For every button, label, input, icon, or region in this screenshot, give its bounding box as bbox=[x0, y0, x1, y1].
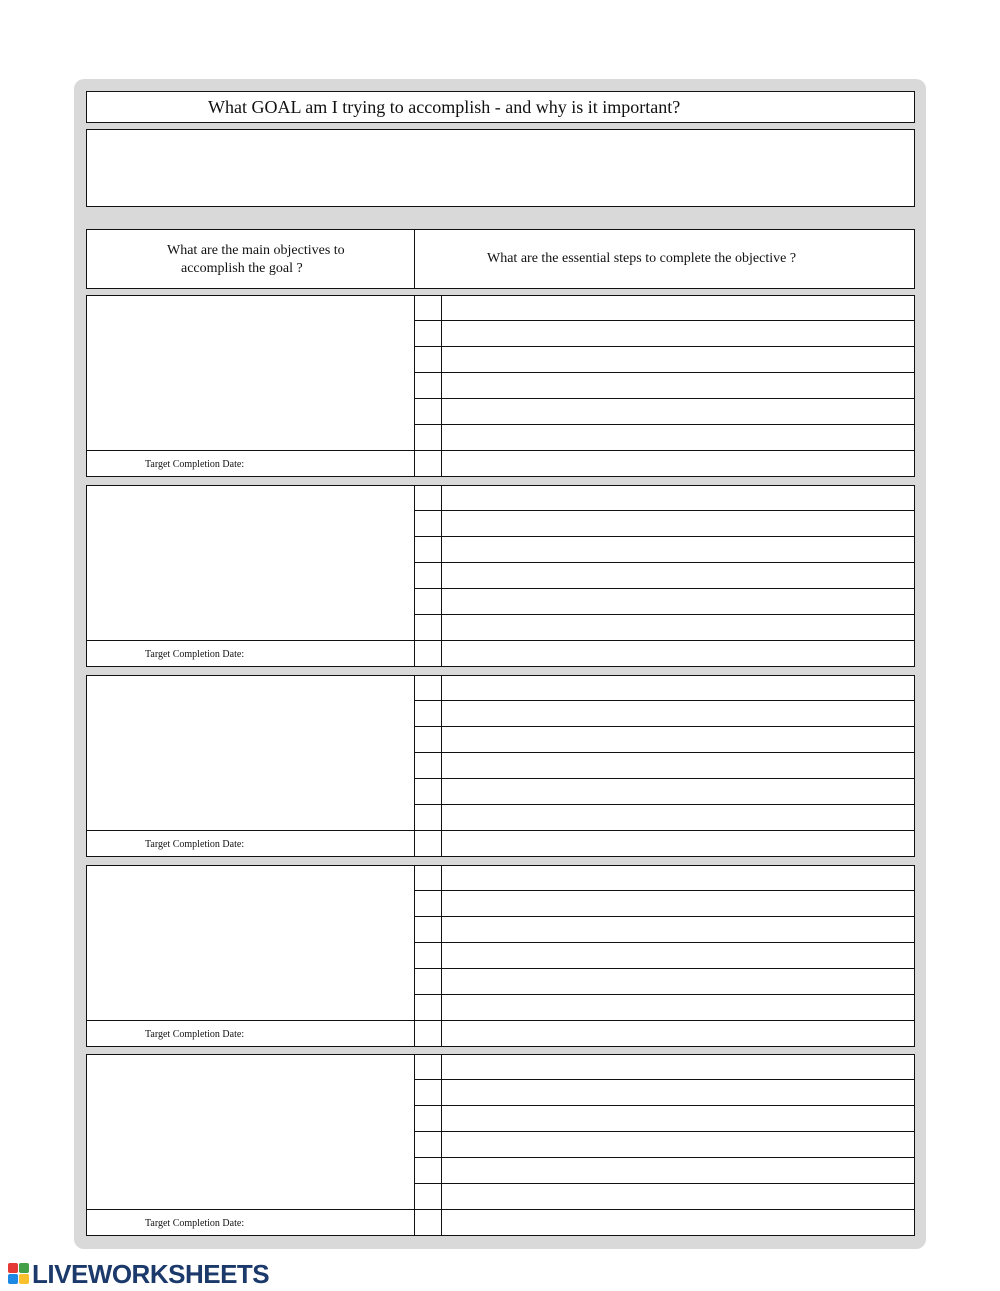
goal-question: What GOAL am I trying to accomplish - and why is it important? bbox=[208, 97, 681, 117]
step-row[interactable] bbox=[415, 995, 914, 1021]
step-checkbox[interactable] bbox=[415, 969, 442, 994]
step-row[interactable] bbox=[415, 917, 914, 943]
step-row[interactable] bbox=[415, 451, 914, 476]
step-row[interactable] bbox=[415, 1158, 914, 1184]
step-row[interactable] bbox=[415, 537, 914, 563]
step-checkbox[interactable] bbox=[415, 1184, 442, 1209]
logo-square bbox=[8, 1263, 18, 1273]
step-row[interactable] bbox=[415, 727, 914, 753]
steps-list bbox=[415, 676, 914, 856]
step-row[interactable] bbox=[415, 1106, 914, 1132]
target-date-label: Target Completion Date: bbox=[145, 839, 245, 850]
steps-list bbox=[415, 1055, 914, 1235]
step-checkbox[interactable] bbox=[415, 425, 442, 450]
target-date-field[interactable] bbox=[87, 1021, 415, 1046]
target-date-field[interactable] bbox=[87, 1210, 415, 1235]
liveworksheets-logo bbox=[8, 1259, 269, 1289]
target-date-label: Target Completion Date: bbox=[145, 459, 245, 470]
step-checkbox[interactable] bbox=[415, 373, 442, 398]
logo-square bbox=[19, 1263, 29, 1273]
step-checkbox[interactable] bbox=[415, 1021, 442, 1046]
objectives-header-line2: accomplish the goal ? bbox=[181, 261, 303, 276]
step-checkbox[interactable] bbox=[415, 779, 442, 804]
step-row[interactable] bbox=[415, 805, 914, 831]
logo-square bbox=[8, 1274, 18, 1284]
step-row[interactable] bbox=[415, 296, 914, 321]
step-checkbox[interactable] bbox=[415, 321, 442, 346]
step-checkbox[interactable] bbox=[415, 701, 442, 726]
step-row[interactable] bbox=[415, 1132, 914, 1158]
objective-block bbox=[86, 485, 915, 667]
step-checkbox[interactable] bbox=[415, 641, 442, 666]
step-row[interactable] bbox=[415, 425, 914, 451]
step-row[interactable] bbox=[415, 615, 914, 641]
step-checkbox[interactable] bbox=[415, 831, 442, 856]
step-row[interactable] bbox=[415, 753, 914, 779]
steps-header-text: What are the essential steps to complete the objective ? bbox=[487, 251, 797, 266]
steps-header bbox=[415, 230, 914, 288]
objectives-header-line1: What are the main objectives to bbox=[167, 243, 345, 258]
objective-field[interactable] bbox=[87, 866, 415, 1021]
step-checkbox[interactable] bbox=[415, 917, 442, 942]
step-row[interactable] bbox=[415, 511, 914, 537]
step-checkbox[interactable] bbox=[415, 727, 442, 752]
objective-block bbox=[86, 295, 915, 477]
step-row[interactable] bbox=[415, 641, 914, 666]
step-row[interactable] bbox=[415, 779, 914, 805]
step-checkbox[interactable] bbox=[415, 1158, 442, 1183]
step-row[interactable] bbox=[415, 486, 914, 511]
step-row[interactable] bbox=[415, 891, 914, 917]
steps-list bbox=[415, 296, 914, 476]
objective-field[interactable] bbox=[87, 486, 415, 641]
step-checkbox[interactable] bbox=[415, 615, 442, 640]
step-checkbox[interactable] bbox=[415, 563, 442, 588]
step-checkbox[interactable] bbox=[415, 399, 442, 424]
step-row[interactable] bbox=[415, 1080, 914, 1106]
objective-field[interactable] bbox=[87, 676, 415, 831]
step-checkbox[interactable] bbox=[415, 1055, 442, 1079]
step-checkbox[interactable] bbox=[415, 486, 442, 510]
step-row[interactable] bbox=[415, 589, 914, 615]
step-row[interactable] bbox=[415, 676, 914, 701]
step-checkbox[interactable] bbox=[415, 1210, 442, 1235]
goal-question-box bbox=[86, 91, 915, 123]
liveworksheets-logo-icon bbox=[8, 1263, 30, 1285]
target-date-label: Target Completion Date: bbox=[145, 1218, 245, 1229]
table-header bbox=[86, 229, 915, 289]
step-checkbox[interactable] bbox=[415, 589, 442, 614]
step-row[interactable] bbox=[415, 1210, 914, 1235]
step-checkbox[interactable] bbox=[415, 1132, 442, 1157]
step-row[interactable] bbox=[415, 1055, 914, 1080]
step-row[interactable] bbox=[415, 831, 914, 856]
steps-list bbox=[415, 866, 914, 1046]
target-date-field[interactable] bbox=[87, 831, 415, 856]
step-checkbox[interactable] bbox=[415, 995, 442, 1020]
step-row[interactable] bbox=[415, 1184, 914, 1210]
step-row[interactable] bbox=[415, 866, 914, 891]
step-checkbox[interactable] bbox=[415, 296, 442, 320]
step-checkbox[interactable] bbox=[415, 891, 442, 916]
objective-block bbox=[86, 865, 915, 1047]
step-checkbox[interactable] bbox=[415, 347, 442, 372]
step-row[interactable] bbox=[415, 373, 914, 399]
target-date-label: Target Completion Date: bbox=[145, 649, 245, 660]
objectives-header bbox=[87, 230, 415, 288]
step-checkbox[interactable] bbox=[415, 805, 442, 830]
objective-block bbox=[86, 1054, 915, 1236]
objective-block bbox=[86, 675, 915, 857]
target-date-label: Target Completion Date: bbox=[145, 1029, 245, 1040]
step-row[interactable] bbox=[415, 347, 914, 373]
step-checkbox[interactable] bbox=[415, 676, 442, 700]
steps-list bbox=[415, 486, 914, 666]
step-checkbox[interactable] bbox=[415, 511, 442, 536]
step-checkbox[interactable] bbox=[415, 753, 442, 778]
target-date-field[interactable] bbox=[87, 451, 415, 476]
step-row[interactable] bbox=[415, 321, 914, 347]
step-checkbox[interactable] bbox=[415, 943, 442, 968]
logo-square bbox=[19, 1274, 29, 1284]
step-row[interactable] bbox=[415, 943, 914, 969]
step-row[interactable] bbox=[415, 1021, 914, 1046]
objective-field[interactable] bbox=[87, 1055, 415, 1210]
logo-text: LIVEWORKSHEETS bbox=[32, 1258, 270, 1289]
step-row[interactable] bbox=[415, 399, 914, 425]
target-date-field[interactable] bbox=[87, 641, 415, 666]
objective-field[interactable] bbox=[87, 296, 415, 451]
step-checkbox[interactable] bbox=[415, 866, 442, 890]
step-row[interactable] bbox=[415, 563, 914, 589]
goal-answer-field[interactable] bbox=[86, 129, 915, 207]
step-checkbox[interactable] bbox=[415, 537, 442, 562]
step-checkbox[interactable] bbox=[415, 1080, 442, 1105]
step-checkbox[interactable] bbox=[415, 451, 442, 476]
step-checkbox[interactable] bbox=[415, 1106, 442, 1131]
step-row[interactable] bbox=[415, 701, 914, 727]
step-row[interactable] bbox=[415, 969, 914, 995]
